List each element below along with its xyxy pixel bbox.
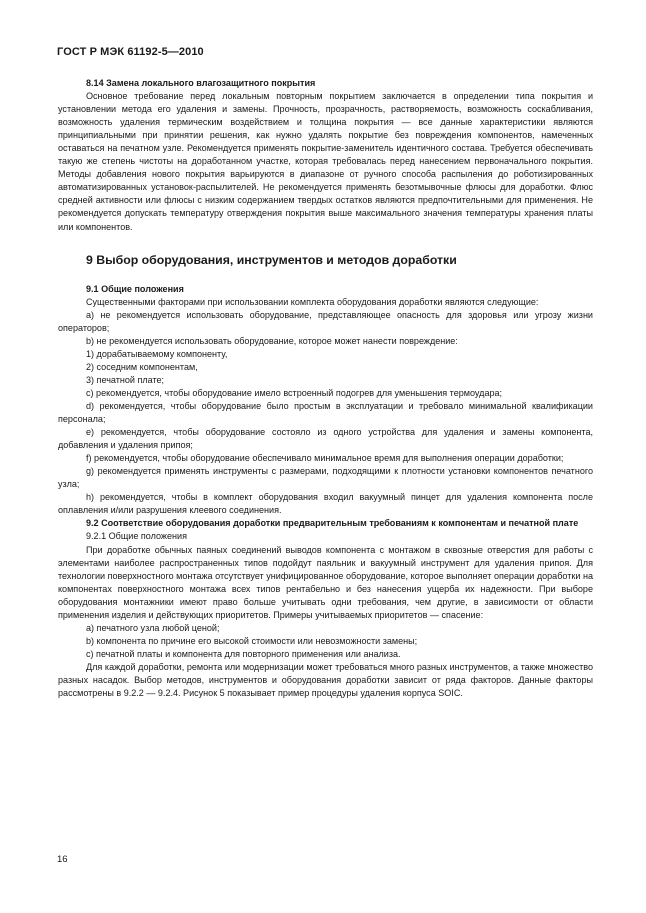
list-item: 3) печатной плате; (86, 374, 165, 385)
page-number: 16 (57, 854, 68, 865)
list-item: b) компонента по причине его высокой стоимости или невозможности замены; (86, 635, 418, 646)
section-8-14-paragraph: Основное требование перед локальным повторным покрытием заключается в определении типа покрытия и установлении метода его удаления и замены. Прочность, прозрачность, растворяемость, возможность соскабливания, возможность удаления термическим воздействием и толщина покрытия — все данные характеристики являются принципиальными при принятии решения, как нужно удалять покрытие без повреждения компонентов, намеченных оставаться на печатном узле. Рекомендуется применять покрытие-заменитель идентичного состава. Требуется обеспечивать такую же степень чистоты на доработанном участке, которая требовалась перед нанесением первоначального покрытия. Методы добавления нового покрытия варьируются в диапазоне от ручного способа распыления до роботизированных автоматизированных установок-распылителей. Не рекомендуется применять безотмывочные флюсы для доработки. Флюс средней активности или флюсы с низким содержанием твердых остатков являются предпочтительными для применения. Не рекомендуется допускать температуру отверждения покрытия выше максимального значения температуры хранения платы или компонентов. (58, 91, 593, 232)
section-9-1-intro: Существенными факторами при использовании комплекта оборудования доработки являются следующие: (86, 296, 539, 307)
list-item: e) рекомендуется, чтобы оборудование состояло из одного устройства для удаления и замены компонента, добавления и удаления припоя; (58, 427, 593, 451)
section-9-2-1-paragraph-2: Для каждой доработки, ремонта или модернизации может требоваться много разных инструментов, а также множество разных насадок. Выбор методов, инструментов и оборудования доработки зависит от ряда факторов. Данные факторы рассмотрены в 9.2.2 — 9.2.4. Рисунок 5 показывает пример процедуры удаления корпуса SOIC. (58, 661, 593, 699)
list-item: f) рекомендуется, чтобы оборудование обеспечивало минимальное время для выполнения операции доработки; (86, 453, 564, 464)
section-9-2-1-paragraph: При доработке обычных паяных соединений выводов компонента с монтажом в сквозные отверстия для работы с элементами наиболее распространенных типов подойдут паяльник и вакуумный инструмент для удаления припоя. Для технологии поверхностного монтажа отсутствует унифицированное оборудование, которое выполняет операции доработки на компонентах поверхностного монтажа всех типов рентабельно и без нанесения ущерба их надежности. При выборе оборудования монтажники имеют право больше учитывать одни требования, чем другие, в зависимости от области применения изделия и действующих приоритетов. Примеры учитываемых приоритетов — спасение: (58, 544, 593, 620)
list-item: c) печатной платы и компонента для повторного применения или анализа. (86, 648, 401, 659)
section-9-1-title: 9.1 Общие положения (86, 283, 184, 294)
list-item: a) не рекомендуется использовать оборудование, представляющее опасность для здоровья или угрозу жизни операторов; (58, 309, 593, 333)
section-9-2-title: 9.2 Соответствие оборудования доработки предварительным требованиям к компонентам и печатной плате (86, 518, 579, 529)
page-content (58, 77, 593, 700)
list-item: 2) соседним компонентам, (86, 361, 198, 372)
section-8-14-title: 8.14 Замена локального влагозащитного покрытия (86, 78, 316, 88)
list-item: h) рекомендуется, чтобы в комплект оборудования входил вакуумный пинцет для удаления компонента после оплавления и/или разрушения клеевого соединения. (58, 492, 593, 516)
document-header: ГОСТ Р МЭК 61192-5—2010 (57, 46, 204, 58)
list-item: 1) дорабатываемому компоненту, (86, 348, 228, 359)
section-9-title: 9 Выбор оборудования, инструментов и методов доработки (86, 252, 457, 267)
list-item: a) печатного узла любой ценой; (86, 622, 220, 633)
list-item: b) не рекомендуется использовать оборудование, которое может нанести повреждение: (86, 335, 458, 346)
list-item: c) рекомендуется, чтобы оборудование имело встроенный подогрев для уменьшения термоудара; (86, 387, 503, 398)
list-item: d) рекомендуется, чтобы оборудование было простым в эксплуатации и требовало минимальной квалификации персонала; (58, 400, 593, 425)
section-9-2-1-title: 9.2.1 Общие положения (86, 531, 187, 542)
list-item: g) рекомендуется применять инструменты с размерами, подходящими к плотности установки компонентов печатного узла; (58, 466, 593, 490)
